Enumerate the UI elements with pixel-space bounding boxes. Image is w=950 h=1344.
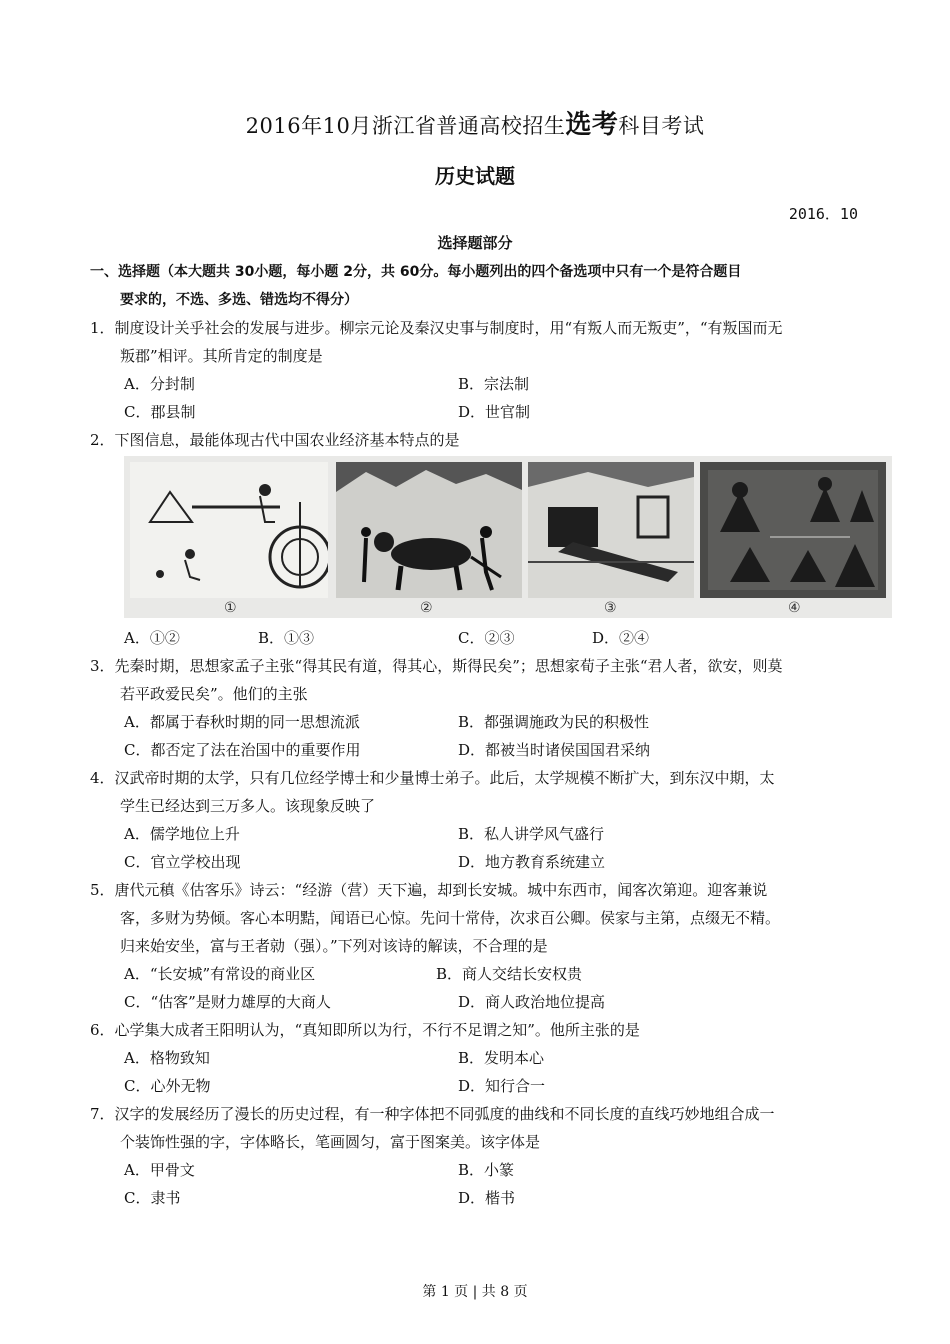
section-heading: 要求的，不选、多选、错选均不得分） xyxy=(120,292,358,308)
option-b[interactable]: B．商人交结长安权贵 xyxy=(436,965,583,983)
figure-panel-1 xyxy=(130,462,328,598)
option-c[interactable]: C．都否定了法在治国中的重要作用 xyxy=(124,741,361,759)
option-b[interactable]: B．宗法制 xyxy=(458,375,530,393)
option-c[interactable]: C．隶书 xyxy=(124,1189,181,1207)
figure-label-2: ② xyxy=(420,600,433,616)
option-d[interactable]: D．地方教育系统建立 xyxy=(458,853,606,871)
question-5-stem: 归来始安坐，富与王者勍（强）。”下列对该诗的解读，不合理的是 xyxy=(120,937,548,955)
option-a[interactable]: A．甲骨文 xyxy=(124,1161,195,1179)
well-irrigation-illustration xyxy=(130,462,328,598)
figure-label-3: ③ xyxy=(604,600,617,616)
question-1-options xyxy=(90,398,865,426)
question-4-options xyxy=(90,820,865,848)
option-b[interactable]: B．①③ xyxy=(258,629,315,647)
exam-title xyxy=(0,104,950,141)
exam-title-part: 科目考试 xyxy=(618,114,705,138)
question-5-options xyxy=(90,988,865,1016)
question-6-options xyxy=(90,1072,865,1100)
part-heading: 选择题部分 xyxy=(437,234,513,252)
question-4-stem: 4．汉武帝时期的太学，只有几位经学博士和少量博士弟子。此后，太学规模不断扩大，到东汉中期，太 xyxy=(90,769,775,787)
option-c[interactable]: C．②③ xyxy=(458,629,515,647)
figure-panel-4 xyxy=(700,462,886,598)
question-3-stem: 若平政爱民矣”。他们的主张 xyxy=(120,685,308,703)
question-2-figure xyxy=(124,456,892,618)
question-5-options xyxy=(90,960,865,988)
ox-plowing-illustration xyxy=(336,462,522,598)
option-b[interactable]: B．小篆 xyxy=(458,1161,515,1179)
option-c[interactable]: C．郡县制 xyxy=(124,403,196,421)
question-7-options xyxy=(90,1184,865,1212)
option-d[interactable]: D．商人政治地位提高 xyxy=(458,993,606,1011)
option-c[interactable]: C．“估客”是财力雄厚的大商人 xyxy=(124,993,331,1011)
exam-title-part: 2016年10月浙江省普通高校招生 xyxy=(245,114,566,138)
question-5-stem: 客，多财为势倾。客心本明黠，闻语已心惊。先问十常侍，次求百公卿。侯家与主第，点缀无不精。 xyxy=(120,909,781,927)
question-1-options xyxy=(90,370,865,398)
exam-title-emphasis: 选考 xyxy=(565,110,619,140)
option-b[interactable]: B．都强调施政为民的积极性 xyxy=(458,713,650,731)
figure-label-1: ① xyxy=(224,600,237,616)
question-1-stem: 叛郡”相评。其所肯定的制度是 xyxy=(120,347,323,365)
option-a[interactable]: A．都属于春秋时期的同一思想流派 xyxy=(124,713,360,731)
question-4-options xyxy=(90,848,865,876)
option-d[interactable]: D．世官制 xyxy=(458,403,531,421)
option-d[interactable]: D．楷书 xyxy=(458,1189,516,1207)
option-c[interactable]: C．官立学校出现 xyxy=(124,853,241,871)
section-heading: 一、选择题（本大题共 30小题，每小题 2分，共 60分。每小题列出的四个备选项中只有一个是符合题目 xyxy=(90,264,742,280)
question-1-stem: 1．制度设计关乎社会的发展与进步。柳宗元论及秦汉史事与制度时，用“有叛人而无叛吏”，“有叛国而无 xyxy=(90,319,783,337)
question-4-stem: 学生已经达到三万多人。该现象反映了 xyxy=(120,797,376,815)
option-c[interactable]: C．心外无物 xyxy=(124,1077,211,1095)
question-list xyxy=(90,258,865,1212)
question-6-stem: 6．心学集大成者王阳明认为，“真知即所以为行，不行不足谓之知”。他所主张的是 xyxy=(90,1021,640,1039)
question-2-options xyxy=(90,624,865,652)
option-a[interactable]: A．分封制 xyxy=(124,375,195,393)
building-scene-illustration xyxy=(528,462,694,598)
subject-title: 历史试题 xyxy=(435,164,515,188)
exam-date: 2016．10 xyxy=(788,205,858,223)
option-a[interactable]: A．①② xyxy=(124,629,180,647)
figure-panel-2 xyxy=(336,462,522,598)
figure-panel-3 xyxy=(528,462,694,598)
question-6-options xyxy=(90,1044,865,1072)
option-d[interactable]: D．②④ xyxy=(592,629,650,647)
question-5-stem: 5．唐代元稹《估客乐》诗云：“经游（营）天下遍，却到长安城。城中东西市，闻客次第迎。迎客兼说 xyxy=(90,881,768,899)
question-7-options xyxy=(90,1156,865,1184)
option-a[interactable]: A．“长安城”有常设的商业区 xyxy=(124,965,316,983)
question-3-options xyxy=(90,708,865,736)
question-7-stem: 个装饰性强的字，字体略长，笔画圆匀，富于图案美。该字体是 xyxy=(120,1133,541,1151)
option-d[interactable]: D．都被当时诸侯国国君采纳 xyxy=(458,741,651,759)
figure-label-4: ④ xyxy=(788,600,801,616)
option-d[interactable]: D．知行合一 xyxy=(458,1077,546,1095)
seated-figures-illustration xyxy=(700,462,886,598)
option-a[interactable]: A．儒学地位上升 xyxy=(124,825,240,843)
question-7-stem: 7．汉字的发展经历了漫长的历史过程，有一种字体把不同弧度的曲线和不同长度的直线巧妙地组合成一 xyxy=(90,1105,775,1123)
page-footer: 第 1 页 | 共 8 页 xyxy=(422,1284,528,1300)
option-b[interactable]: B．发明本心 xyxy=(458,1049,545,1067)
question-3-options xyxy=(90,736,865,764)
question-2-stem: 2．下图信息，最能体现古代中国农业经济基本特点的是 xyxy=(90,431,460,449)
option-a[interactable]: A．格物致知 xyxy=(124,1049,210,1067)
question-3-stem: 3．先秦时期，思想家孟子主张“得其民有道，得其心，斯得民矣”；思想家荀子主张“君人者，欲安，则莫 xyxy=(90,657,783,675)
option-b[interactable]: B．私人讲学风气盛行 xyxy=(458,825,605,843)
